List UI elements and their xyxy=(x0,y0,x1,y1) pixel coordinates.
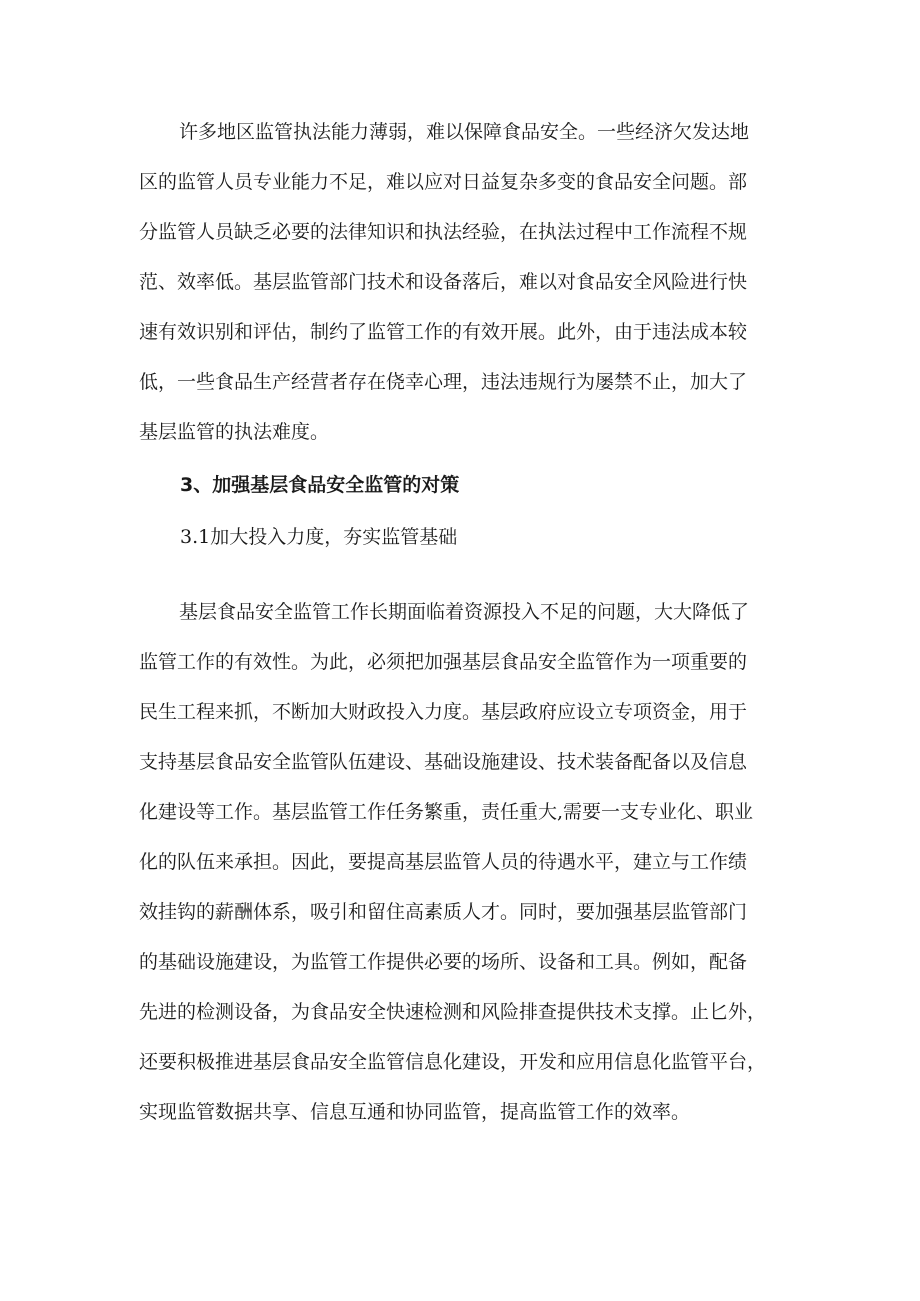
paragraph-2-line-5: 化建设等工作。基层监管工作任务繁重，责任重大,需要一支专业化、职业 xyxy=(139,801,754,823)
paragraph-2-line-4: 支持基层食品安全监管队伍建设、基础设施建设、技术装备配备以及信息 xyxy=(139,751,748,773)
paragraph-2-line-7: 效挂钩的薪酬体系，吸引和留住高素质人才。同时，要加强基层监管部门 xyxy=(139,901,748,923)
section-heading: 3、加强基层食品安全监管的对策 xyxy=(180,474,460,496)
paragraph-1-line-6: 低，一些食品生产经营者存在侥幸心理，违法违规行为屡禁不止，加大了 xyxy=(139,371,748,393)
paragraph-1-line-7: 基层监管的执法难度。 xyxy=(139,421,330,443)
paragraph-2-line-2: 监管工作的有效性。为此，必须把加强基层食品安全监管作为一项重要的 xyxy=(139,651,748,673)
paragraph-2-line-9: 先进的检测设备，为食品安全快速检测和风险排查提供技术支撑。止匕外， xyxy=(139,1001,767,1023)
paragraph-2-line-1: 基层食品安全监管工作长期面临着资源投入不足的问题，大大降低了 xyxy=(179,601,750,623)
subsection-heading: 3.1加大投入力度，夯实监管基础 xyxy=(180,526,458,548)
paragraph-1-line-5: 速有效识别和评估，制约了监管工作的有效开展。此外，由于违法成本较 xyxy=(139,321,748,343)
paragraph-2-line-6: 化的队伍来承担。因此，要提高基层监管人员的待遇水平，建立与工作绩 xyxy=(139,851,748,873)
paragraph-1-line-1: 许多地区监管执法能力薄弱，难以保障食品安全。一些经济欠发达地 xyxy=(179,121,750,143)
paragraph-1-line-4: 范、效率低。基层监管部门技术和设备落后，难以对食品安全风险进行快 xyxy=(139,271,748,293)
paragraph-2-line-10: 还要积极推进基层食品安全监管信息化建设，开发和应用信息化监管平台， xyxy=(139,1051,767,1073)
paragraph-1-line-2: 区的监管人员专业能力不足，难以应对日益复杂多变的食品安全问题。部 xyxy=(139,171,748,193)
paragraph-2-line-11: 实现监管数据共享、信息互通和协同监管，提高监管工作的效率。 xyxy=(139,1101,691,1123)
paragraph-1-line-3: 分监管人员缺乏必要的法律知识和执法经验，在执法过程中工作流程不规 xyxy=(139,221,748,243)
paragraph-2-line-3: 民生工程来抓，不断加大财政投入力度。基层政府应设立专项资金，用于 xyxy=(139,701,748,723)
paragraph-2-line-8: 的基础设施建设，为监管工作提供必要的场所、设备和工具。例如，配备 xyxy=(139,951,748,973)
